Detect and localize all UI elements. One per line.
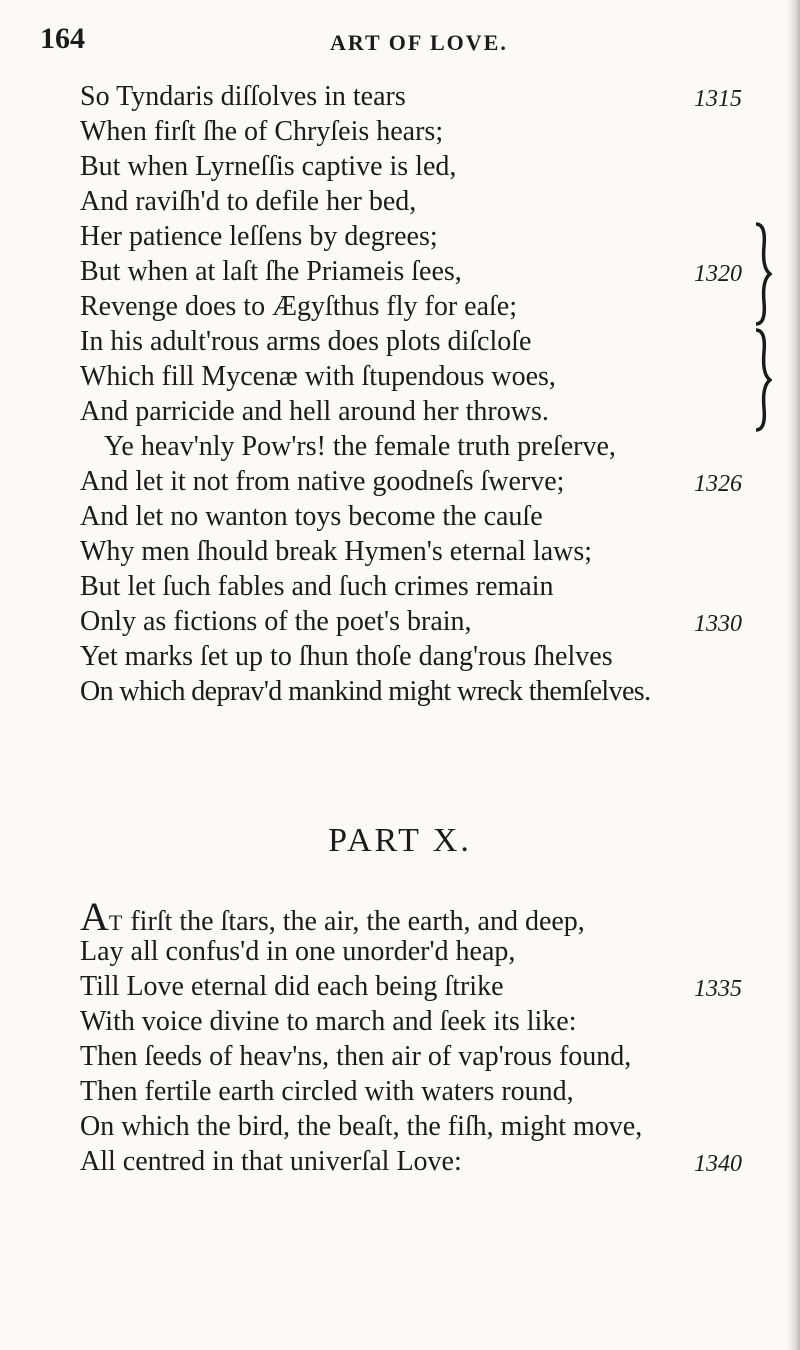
verse-line: All centred in that univerſal Love: — [80, 1146, 462, 1177]
part-heading: PART X. — [328, 822, 472, 859]
initial-small-caps: T — [108, 910, 124, 935]
verse-line: And let no wanton toys become the cauſe — [80, 501, 543, 532]
line-number: 1326 — [694, 471, 742, 497]
verse-line: Lay all confus'd in one unorder'd heap, — [80, 936, 516, 967]
verse-line: And parricide and hell around her throws. — [80, 396, 549, 427]
line-number: 1335 — [694, 976, 742, 1002]
verse-line: On which the bird, the beaſt, the fiſh, might move, — [80, 1111, 643, 1142]
verse-line: But let ſuch fables and ſuch crimes remain — [80, 571, 554, 602]
verse-line: And let it not from native goodneſs ſwerve; — [80, 466, 565, 497]
page-edge-shadow — [786, 0, 800, 1350]
initial-capital: A — [80, 894, 109, 939]
verse-line: With voice divine to march and ſeek its like: — [80, 1006, 577, 1037]
verse-line: So Tyndaris diſſolves in tears — [80, 81, 406, 112]
running-head: ART OF LOVE. — [330, 30, 508, 55]
verse-line: Revenge does to Ægyſthus fly for eaſe; — [80, 291, 518, 322]
verse-line: Then ſeeds of heav'ns, then air of vap'rous found, — [80, 1041, 632, 1072]
verse-line: Only as fictions of the poet's brain, — [80, 606, 472, 637]
verse-line: But when at laſt ſhe Priameis ſees, — [80, 256, 462, 287]
page-number: 164 — [40, 22, 85, 55]
triplet-brace-icon — [752, 222, 772, 326]
line-number: 1320 — [694, 261, 742, 287]
verse-line: In his adult'rous arms does plots diſcloſe — [80, 326, 532, 357]
verse-line: Yet marks ſet up to ſhun thoſe dang'rous ſhelves — [80, 641, 613, 672]
verse-line-first — [80, 894, 585, 940]
line-number: 1315 — [694, 86, 742, 112]
verse-line: Ye heav'nly Pow'rs! the female truth preſerve, — [104, 431, 616, 462]
line-number: 1330 — [694, 611, 742, 637]
verse-line: Till Love eternal did each being ſtrike — [80, 971, 504, 1002]
line-number: 1340 — [694, 1151, 742, 1177]
verse-line: When firſt ſhe of Chryſeis hears; — [80, 116, 444, 147]
verse-line: But when Lyrneſſis captive is led, — [80, 151, 457, 182]
verse-line-text: firſt the ſtars, the air, the earth, and deep, — [130, 906, 585, 937]
verse-line: And raviſh'd to defile her bed, — [80, 186, 417, 217]
triplet-brace-icon — [752, 328, 772, 432]
verse-line: Which fill Mycenæ with ſtupendous woes, — [80, 361, 556, 392]
verse-line: Her patience leſſens by degrees; — [80, 221, 438, 252]
verse-line: On which deprav'd mankind might wreck themſelves. — [80, 676, 651, 707]
verse-line: Then fertile earth circled with waters round, — [80, 1076, 574, 1107]
verse-line: Why men ſhould break Hymen's eternal laws; — [80, 536, 593, 567]
